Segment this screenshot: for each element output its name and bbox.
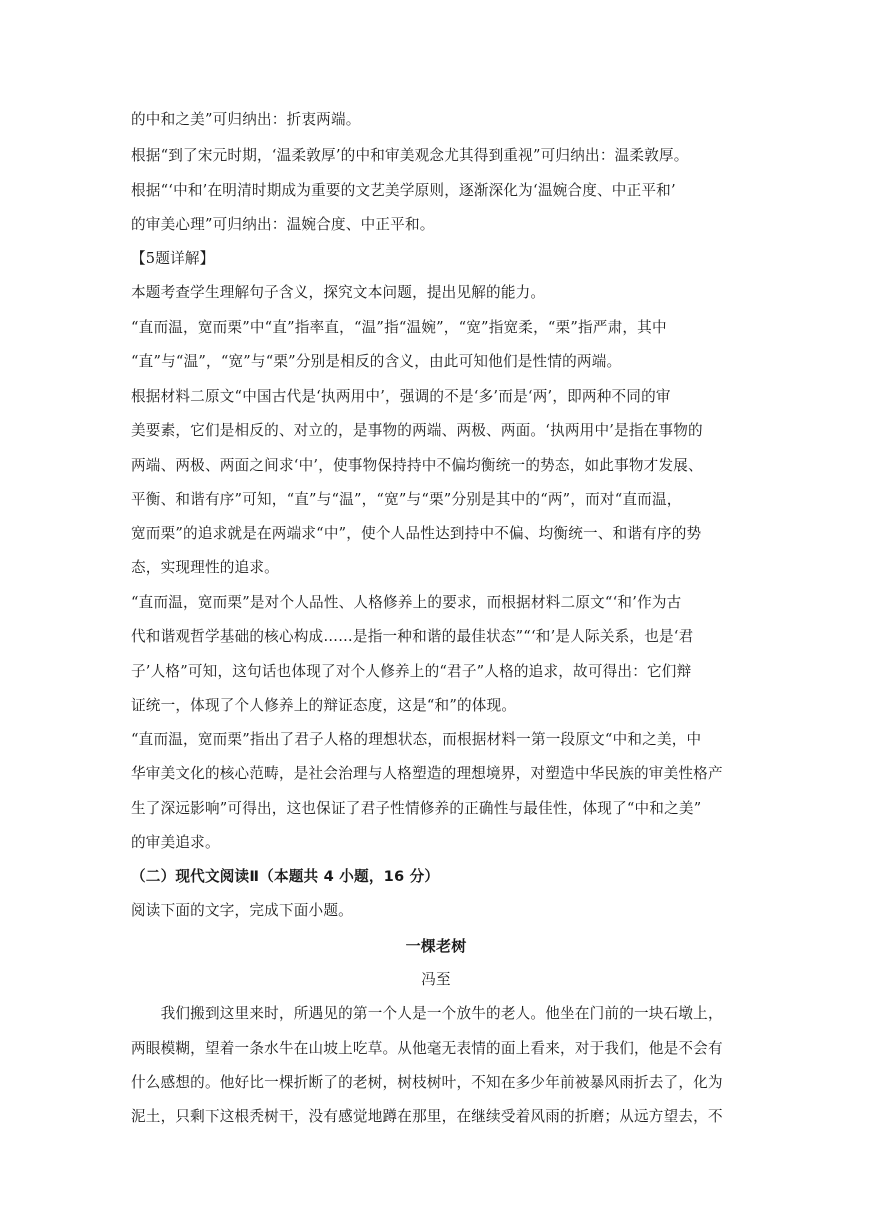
text-line: 的中和之美”可归纳出：折衷两端。 xyxy=(131,111,361,128)
text-line: “直”与“温”，“宽”与“栗”分别是相反的含义，由此可知他们是性情的两端。 xyxy=(131,353,622,370)
q5-heading: 【5题详解】 xyxy=(131,250,215,267)
instruction-text: 阅读下面的文字，完成下面小题。 xyxy=(131,902,353,919)
text-line: 泥土，只剩下这根秃树干，没有感觉地蹲在那里，在继续受着风雨的折磨；从远方望去，不 xyxy=(131,1108,723,1125)
text-line: 的审美心理”可归纳出：温婉合度、中正平和。 xyxy=(131,216,435,233)
text-line: 华审美文化的核心范畴，是社会治理与人格塑造的理想境界，对塑造中华民族的审美性格产 xyxy=(131,765,723,782)
text-line: 根据材料二原文“中国古代是‘执两用中’，强调的不是‘多’而是‘两’，即两种不同的审 xyxy=(131,388,671,405)
text-line: 子’人格”可知，这句话也体现了对个人修养上的“君子”人格的追求，故可得出：它们辩 xyxy=(131,663,692,680)
text-line: 什么感想的。他好比一棵折断了的老树，树枝树叶，不知在多少年前被暴风雨折去了，化为 xyxy=(131,1074,723,1091)
section-heading: （二）现代文阅读Ⅱ（本题共 4 小题，16 分） xyxy=(131,868,440,885)
text-line: 两眼模糊，望着一条水牛在山坡上吃草。从他毫无表情的面上看来，对于我们，他是不会有 xyxy=(131,1040,723,1057)
text-line: “直而温，宽而栗”是对个人品性、人格修养上的要求，而根据材料二原文“‘和’作为古 xyxy=(131,594,682,611)
text-line: 两端、两极、两面之间求‘中’，使事物保持持中不偏均衡统一的势态，如此事物才发展、 xyxy=(131,457,703,474)
text-line: 态，实现理性的追求。 xyxy=(131,559,279,576)
text-line: 宽而栗”的追求就是在两端求“中”，使个人品性达到持中不偏、均衡统一、和谐有序的势 xyxy=(131,525,702,542)
text-line: 证统一，体现了个人修养上的辩证态度，这是“和”的体现。 xyxy=(131,697,517,714)
article-author: 冯至 xyxy=(421,971,451,988)
text-line: 平衡、和谐有序”可知，“直”与“温”，“宽”与“栗”分别是其中的“两”，而对“直而温， xyxy=(131,491,682,508)
text-line: 根据“到了宋元时期，‘温柔敦厚’的中和审美观念尤其得到重视”可归纳出：温柔敦厚。 xyxy=(131,147,689,164)
text-line: “直而温，宽而栗”中“直”指率直，“温”指“温婉”，“宽”指宽柔，“栗”指严肃，其中 xyxy=(131,319,667,336)
text-line: 代和谐观哲学基础的核心构成……是指一种和谐的最佳状态”“‘和’是人际关系，也是‘君 xyxy=(131,628,694,645)
text-line: 的审美追求。 xyxy=(131,834,220,851)
text-line: “直而温，宽而栗”指出了君子人格的理想状态，而根据材料一第一段原文“中和之美，中 xyxy=(131,731,702,748)
text-line: 美要素，它们是相反的、对立的，是事物的两端、两极、两面。‘执两用中’是指在事物的 xyxy=(131,422,703,439)
text-line: 我们搬到这里来时，所遇见的第一个人是一个放牛的老人。他坐在门前的一块石墩上， xyxy=(131,1005,723,1022)
text-line: 本题考查学生理解句子含义，探究文本问题，提出见解的能力。 xyxy=(131,284,546,301)
article-title: 一棵老树 xyxy=(405,937,467,955)
text-line: 根据“‘中和’在明清时期成为重要的文艺美学原则，逐渐深化为‘温婉合度、中正平和’ xyxy=(131,182,676,199)
text-line: 生了深远影响”可得出，这也保证了君子性情修养的正确性与最佳性，体现了“中和之美” xyxy=(131,800,702,817)
